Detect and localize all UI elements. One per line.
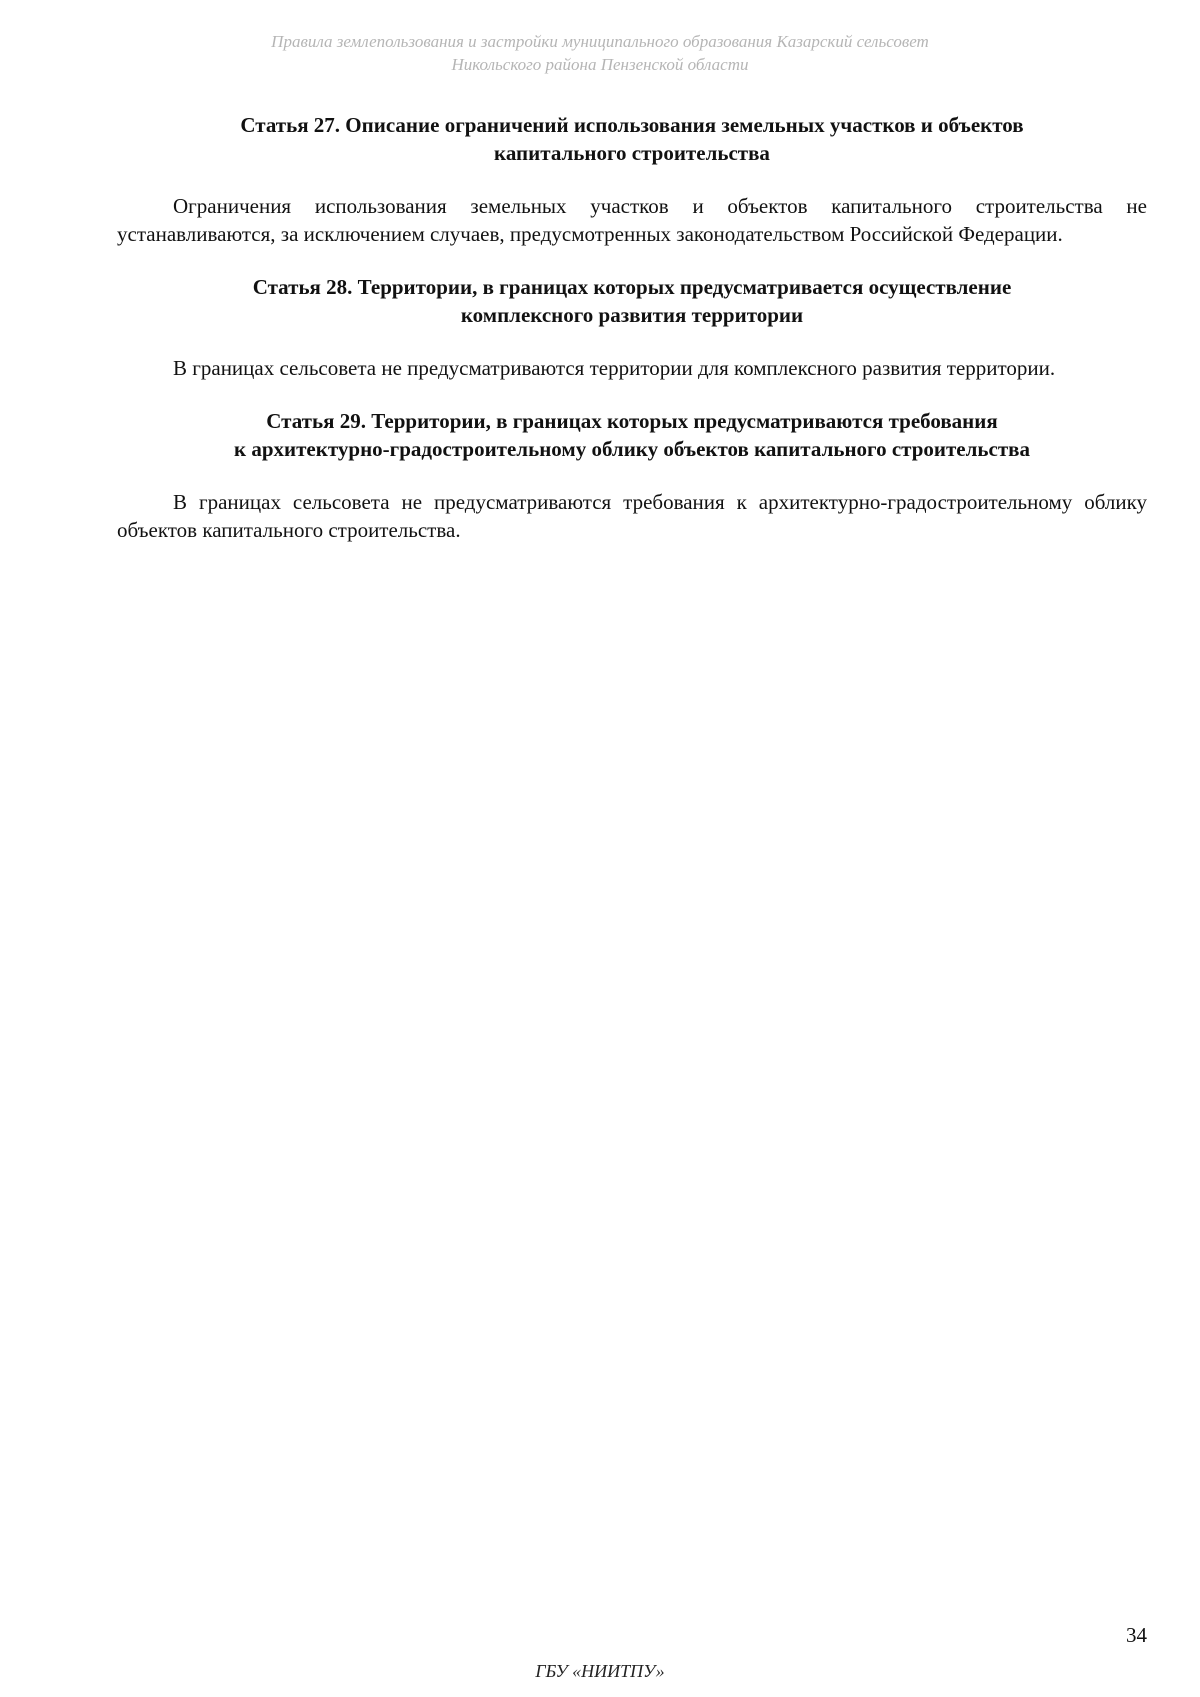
- article-29-heading-line-2: к архитектурно-градостроительному облику объектов капитального строительства: [233, 437, 1030, 461]
- article-28-heading-line-1: Статья 28. Территории, в границах которых предусматривается осуществление: [252, 275, 1012, 299]
- running-header-line-2: Никольского района Пензенской области: [451, 55, 749, 74]
- page-content: [117, 111, 1147, 544]
- article-28-body: В границах сельсовета не предусматриваются территории для комплексного развития территории.: [173, 356, 1056, 380]
- running-header: [0, 30, 1200, 76]
- article-28-heading: [117, 273, 1147, 329]
- running-header-line-1: Правила землепользования и застройки муниципального образования Казарский сельсовет: [271, 32, 929, 51]
- article-29-heading: [117, 407, 1147, 463]
- article-29-body: В границах сельсовета не предусматриваются требования к архитектурно-градостроительному облику объектов капитального строительства.: [117, 490, 1147, 542]
- article-28-heading-line-2: комплексного развития территории: [460, 303, 804, 327]
- article-27-heading-line-2: капитального строительства: [494, 141, 770, 165]
- article-27-body: Ограничения использования земельных участков и объектов капитального строительства не устанавливаются, за исключением случаев, предусмотренных законодательством Российской Федерации.: [117, 194, 1147, 246]
- page-number: 34: [1126, 1623, 1147, 1647]
- footer-organization: ГБУ «НИИТПУ»: [535, 1661, 665, 1681]
- article-27-heading: [117, 111, 1147, 167]
- article-27-heading-line-1: Статья 27. Описание ограничений использования земельных участков и объектов: [240, 113, 1024, 137]
- article-29-heading-line-1: Статья 29. Территории, в границах которых предусматриваются требования: [266, 409, 998, 433]
